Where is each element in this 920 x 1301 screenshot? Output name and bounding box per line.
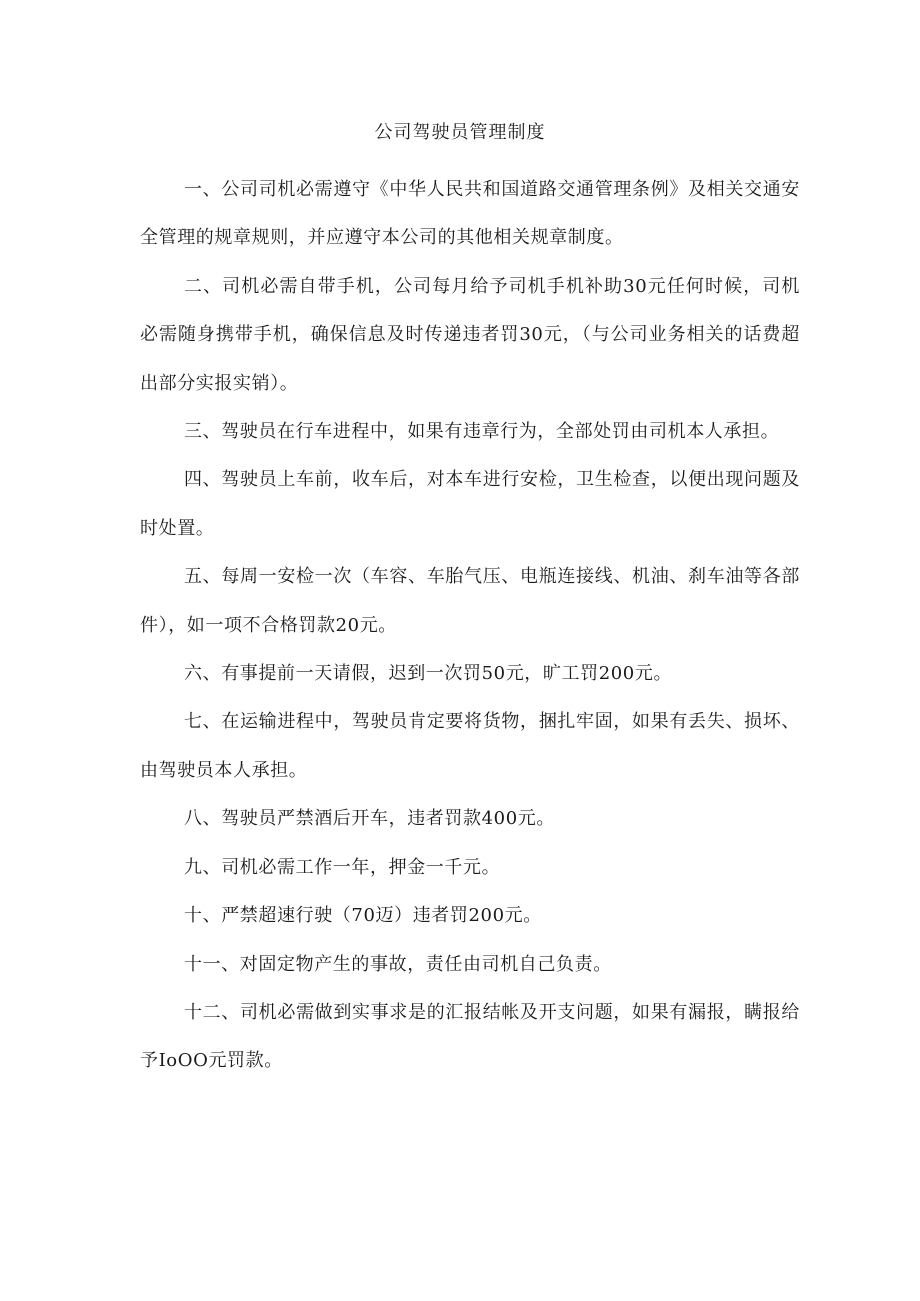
rule-paragraph-9: 九、司机必需工作一年，押金一千元。 — [184, 856, 501, 878]
rule-paragraph-10: 十、严禁超速行驶（70迈）违者罚200元。 — [184, 905, 542, 927]
rule-paragraph-12: 十二、司机必需做到实事求是的汇报结帐及开支问题，如果有漏报，瞒报给予IoOO元罚款。 — [140, 1001, 800, 1072]
rule-paragraph-2: 二、司机必需自带手机，公司每月给予司机手机补助30元任何时候，司机必需随身携带手机，确保信息及时传递违者罚30元，（与公司业务相关的话费超出部分实报实销）。 — [140, 275, 800, 394]
rule-paragraph-7: 七、在运输进程中，驾驶员肯定要将货物，捆扎牢固，如果有丢失、损坏、由驾驶员本人承担。 — [140, 711, 800, 781]
rule-paragraph-4: 四、驾驶员上车前，收车后，对本车进行安检，卫生检查，以便出现问题及时处置。 — [140, 469, 800, 539]
rule-paragraph-3: 三、驾驶员在行车进程中，如果有违章行为，全部处罚由司机本人承担。 — [184, 421, 780, 443]
rule-paragraph-6: 六、有事提前一天请假，迟到一次罚50元，旷工罚200元。 — [184, 663, 673, 685]
document-body — [140, 166, 800, 1086]
rule-paragraph-5: 五、每周一安检一次（车容、车胎气压、电瓶连接线、机油、刹车油等各部件），如一项不合格罚款20元。 — [140, 566, 800, 636]
rule-paragraph-8: 八、驾驶员严禁酒后开车，违者罚款400元。 — [184, 808, 555, 830]
rule-paragraph-11: 十一、对固定物产生的事故，责任由司机自己负责。 — [184, 953, 612, 975]
document-title: 公司驾驶员管理制度 — [374, 122, 546, 143]
rule-paragraph-1: 一、公司司机必需遵守《中华人民共和国道路交通管理条例》及相关交通安全管理的规章规则，并应遵守本公司的其他相关规章制度。 — [140, 179, 800, 249]
